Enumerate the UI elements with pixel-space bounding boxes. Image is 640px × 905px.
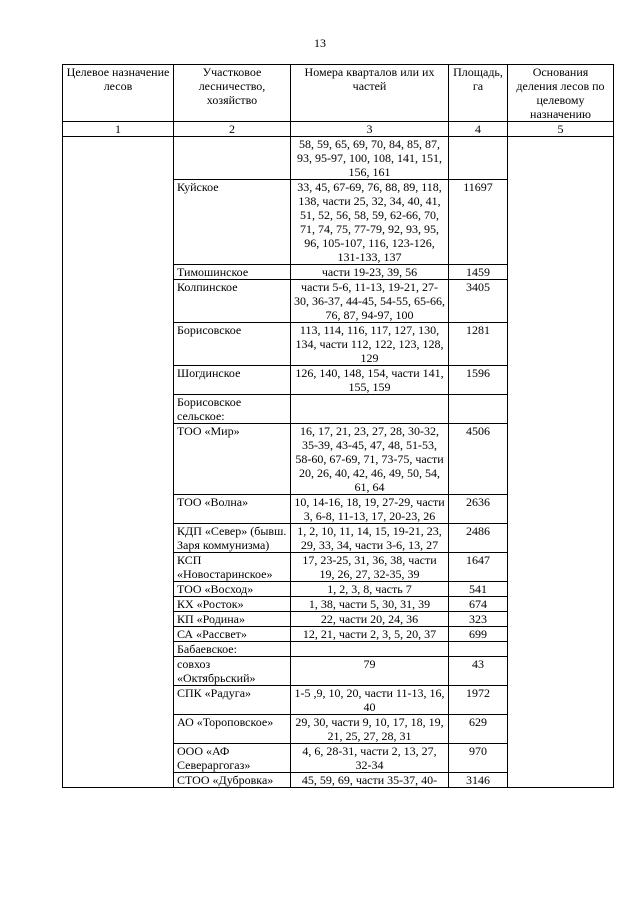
forestry-name-cell: КДП «Север» (бывш. Заря коммунизма): [174, 524, 291, 553]
forestry-name-cell: ТОО «Волна»: [174, 495, 291, 524]
column-number: 4: [449, 122, 508, 137]
forestry-name-cell: Борисовское сельское:: [174, 395, 291, 424]
forestry-name-cell: СТОО «Дубровка»: [174, 773, 291, 788]
quarters-cell: 4, 6, 28-31, части 2, 13, 27, 32-34: [291, 744, 449, 773]
quarters-cell: 1, 2, 10, 11, 14, 15, 19-21, 23, 29, 33, 34, части 3-6, 13, 27: [291, 524, 449, 553]
forestry-name-cell: ООО «АФ Севераргогаз»: [174, 744, 291, 773]
area-cell: 3405: [449, 280, 508, 323]
quarters-cell: 33, 45, 67-69, 76, 88, 89, 118, 138, части 25, 32, 34, 40, 41, 51, 52, 56, 58, 59, 62-66, 70, 71, 74, 75, 77-79, 92, 93, 95, 96, 105-107, 116, 123-126, 131-133, 137: [291, 180, 449, 265]
column-number-row: [63, 122, 614, 137]
forestry-name-cell: КП «Родина»: [174, 612, 291, 627]
quarters-cell: 10, 14-16, 18, 19, 27-29, части 3, 6-8, 11-13, 17, 20-23, 26: [291, 495, 449, 524]
quarters-cell: части 19-23, 39, 56: [291, 265, 449, 280]
area-cell: 11697: [449, 180, 508, 265]
quarters-cell: 22, части 20, 24, 36: [291, 612, 449, 627]
header-forestry: Участковое лесничество, хозяйство: [174, 65, 291, 122]
forestry-name-cell: Шогдинское: [174, 366, 291, 395]
area-cell: 43: [449, 657, 508, 686]
quarters-cell: 1, 38, части 5, 30, 31, 39: [291, 597, 449, 612]
column-number: 1: [63, 122, 174, 137]
area-cell: 629: [449, 715, 508, 744]
quarters-cell: 58, 59, 65, 69, 70, 84, 85, 87, 93, 95-97, 100, 108, 141, 151, 156, 161: [291, 137, 449, 180]
area-cell: 3146: [449, 773, 508, 788]
quarters-cell: 45, 59, 69, части 35-37, 40-: [291, 773, 449, 788]
forestry-name-cell: [174, 137, 291, 180]
forestry-name-cell: Колпинское: [174, 280, 291, 323]
header-area: Площадь, га: [449, 65, 508, 122]
quarters-cell: 126, 140, 148, 154, части 141, 155, 159: [291, 366, 449, 395]
column-number: 2: [174, 122, 291, 137]
area-cell: [449, 137, 508, 180]
area-cell: 323: [449, 612, 508, 627]
basis-cell: [508, 137, 614, 788]
forestry-name-cell: совхоз «Октябрьский»: [174, 657, 291, 686]
column-number: 5: [508, 122, 614, 137]
forestry-name-cell: Борисовское: [174, 323, 291, 366]
quarters-cell: 16, 17, 21, 23, 27, 28, 30-32, 35-39, 43-45, 47, 48, 51-53, 58-60, 67-69, 71, 73-75, части 20, 26, 40, 42, 46, 49, 50, 54, 61, 64: [291, 424, 449, 495]
quarters-cell: 79: [291, 657, 449, 686]
area-cell: 699: [449, 627, 508, 642]
quarters-cell: 12, 21, части 2, 3, 5, 20, 37: [291, 627, 449, 642]
purpose-cell: [63, 137, 174, 788]
forestry-name-cell: ТОО «Мир»: [174, 424, 291, 495]
quarters-cell: части 5-6, 11-13, 19-21, 27-30, 36-37, 44-45, 54-55, 65-66, 76, 87, 94-97, 100: [291, 280, 449, 323]
quarters-cell: 29, 30, части 9, 10, 17, 18, 19, 21, 25, 27, 28, 31: [291, 715, 449, 744]
area-cell: 970: [449, 744, 508, 773]
forestry-name-cell: ТОО «Восход»: [174, 582, 291, 597]
forestry-name-cell: Бабаевское:: [174, 642, 291, 657]
quarters-cell: 17, 23-25, 31, 36, 38, части 19, 26, 27, 32-35, 39: [291, 553, 449, 582]
header-quarters: Номера кварталов или их частей: [291, 65, 449, 122]
column-number: 3: [291, 122, 449, 137]
area-cell: 4506: [449, 424, 508, 495]
area-cell: 1647: [449, 553, 508, 582]
area-cell: 1972: [449, 686, 508, 715]
forestry-name-cell: Куйское: [174, 180, 291, 265]
forest-purpose-table: [62, 64, 614, 788]
area-cell: 541: [449, 582, 508, 597]
forestry-name-cell: Тимошинское: [174, 265, 291, 280]
header-purpose: Целевое назначение лесов: [63, 65, 174, 122]
forestry-name-cell: АО «Тороповское»: [174, 715, 291, 744]
table-row: [63, 137, 614, 180]
area-cell: [449, 395, 508, 424]
page-number: 13: [314, 36, 326, 50]
area-cell: 674: [449, 597, 508, 612]
quarters-cell: [291, 642, 449, 657]
quarters-cell: [291, 395, 449, 424]
area-cell: 1459: [449, 265, 508, 280]
area-cell: 2636: [449, 495, 508, 524]
forestry-name-cell: СПК «Радуга»: [174, 686, 291, 715]
quarters-cell: 1, 2, 3, 8, часть 7: [291, 582, 449, 597]
area-cell: [449, 642, 508, 657]
forestry-name-cell: СА «Рассвет»: [174, 627, 291, 642]
area-cell: 1596: [449, 366, 508, 395]
forestry-name-cell: КСП «Новостаринское»: [174, 553, 291, 582]
quarters-cell: 1-5 ,9, 10, 20, части 11-13, 16, 40: [291, 686, 449, 715]
table-header-row: [63, 65, 614, 122]
forestry-name-cell: КХ «Росток»: [174, 597, 291, 612]
header-basis: Основания деления лесов по целевому назначению: [508, 65, 614, 122]
area-cell: 1281: [449, 323, 508, 366]
quarters-cell: 113, 114, 116, 117, 127, 130, 134, части 112, 122, 123, 128, 129: [291, 323, 449, 366]
area-cell: 2486: [449, 524, 508, 553]
